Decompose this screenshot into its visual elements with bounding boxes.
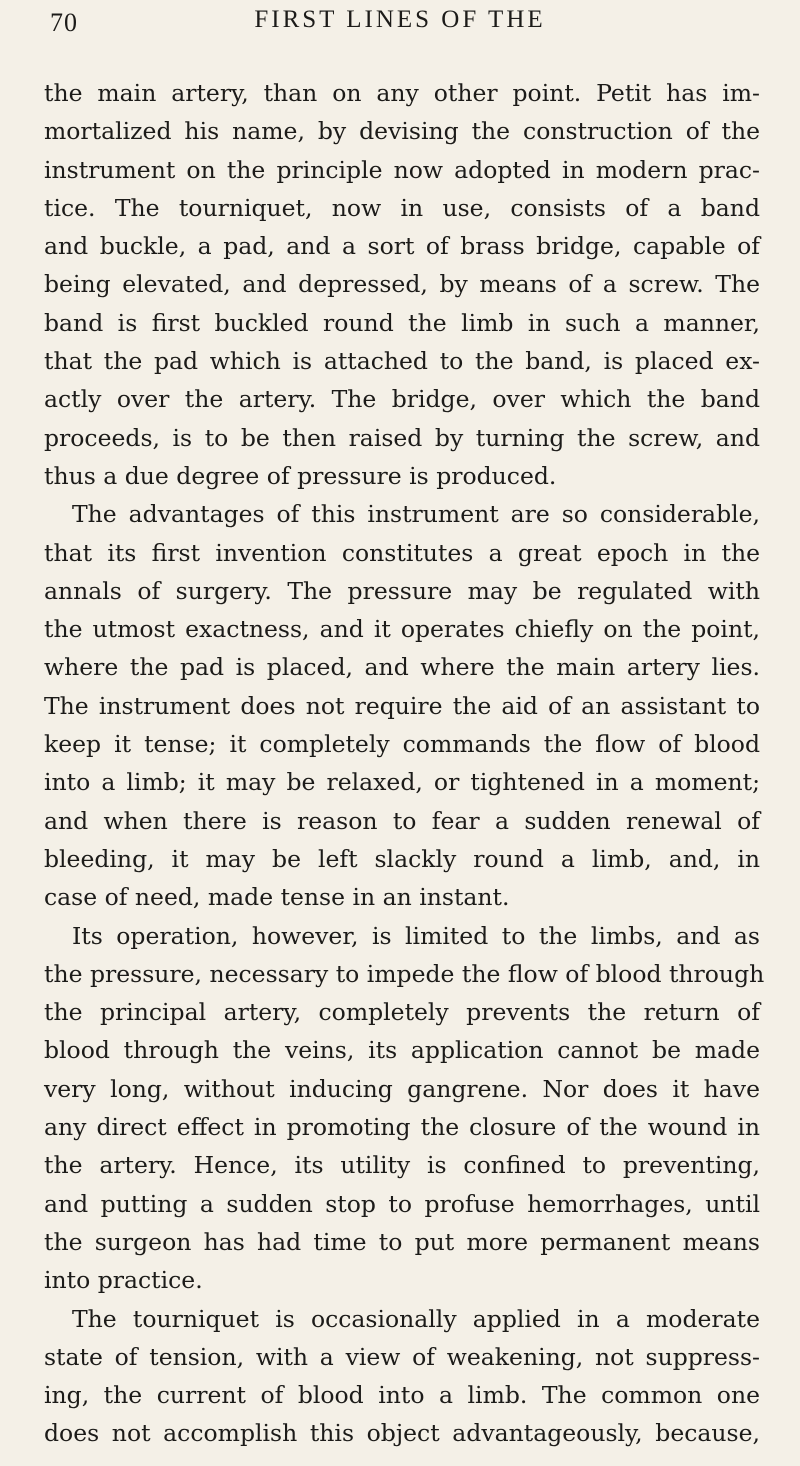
text-line: very long, without inducing gangrene. Nor does it have xyxy=(44,1074,760,1103)
text-line: thus a due degree of pressure is produced. xyxy=(44,461,557,490)
text-line: bleeding, it may be left slackly round a limb, and, in xyxy=(44,844,760,873)
running-head: FIRST LINES OF THE xyxy=(254,6,546,33)
text-line: the principal artery, completely prevents the return of xyxy=(44,998,760,1027)
text-line: ing, the current of blood into a limb. The common one xyxy=(44,1381,760,1410)
text-line: Its operation, however, is limited to the limbs, and as xyxy=(72,921,760,950)
text-line: mortalized his name, by devising the construction of the xyxy=(44,117,760,146)
text-line: case of need, made tense in an instant. xyxy=(44,883,510,912)
text-line: blood through the veins, its application cannot be made xyxy=(44,1036,760,1065)
text-line: state of tension, with a view of weakening, not suppress- xyxy=(44,1342,760,1371)
text-line: the utmost exactness, and it operates chiefly on the point, xyxy=(44,615,760,644)
text-line: and buckle, a pad, and a sort of brass bridge, capable of xyxy=(44,232,760,261)
text-line: The advantages of this instrument are so considerable, xyxy=(72,500,760,529)
body-text xyxy=(44,74,765,1453)
text-line: keep it tense; it completely commands the flow of blood xyxy=(44,730,760,759)
text-line: the surgeon has had time to put more permanent means xyxy=(44,1227,760,1256)
text-line: annals of surgery. The pressure may be regulated with xyxy=(44,576,760,605)
text-line: the pressure, necessary to impede the flow of blood through xyxy=(44,959,765,988)
text-line: being elevated, and depressed, by means of a screw. The xyxy=(44,270,760,299)
text-line: the main artery, than on any other point. Petit has im- xyxy=(44,79,760,107)
page-number: 70 xyxy=(50,8,78,37)
text-line: and when there is reason to fear a sudden renewal of xyxy=(44,806,760,835)
text-line: The instrument does not require the aid of an assistant to xyxy=(44,691,760,720)
text-line: any direct effect in promoting the closure of the wound in xyxy=(44,1113,760,1142)
text-line: and putting a sudden stop to profuse hemorrhages, until xyxy=(44,1189,760,1218)
text-line: where the pad is placed, and where the main artery lies. xyxy=(44,653,760,682)
text-line: into practice. xyxy=(44,1266,203,1295)
text-line: into a limb; it may be relaxed, or tightened in a moment; xyxy=(44,768,760,797)
text-line: the artery. Hence, its utility is confined to preventing, xyxy=(44,1151,760,1180)
text-line: proceeds, is to be then raised by turning the screw, and xyxy=(44,423,760,452)
text-line: that the pad which is attached to the band, is placed ex- xyxy=(44,347,760,376)
text-line: The tourniquet is occasionally applied in a moderate xyxy=(72,1304,760,1333)
text-line: that its first invention constitutes a great epoch in the xyxy=(44,538,760,567)
text-line: does not accomplish this object advantageously, because, xyxy=(44,1419,760,1448)
text-line: actly over the artery. The bridge, over which the band xyxy=(44,385,760,414)
text-line: band is first buckled round the limb in such a manner, xyxy=(44,308,760,337)
text-line: instrument on the principle now adopted in modern prac- xyxy=(44,155,760,184)
text-line: tice. The tourniquet, now in use, consists of a band xyxy=(44,193,760,222)
